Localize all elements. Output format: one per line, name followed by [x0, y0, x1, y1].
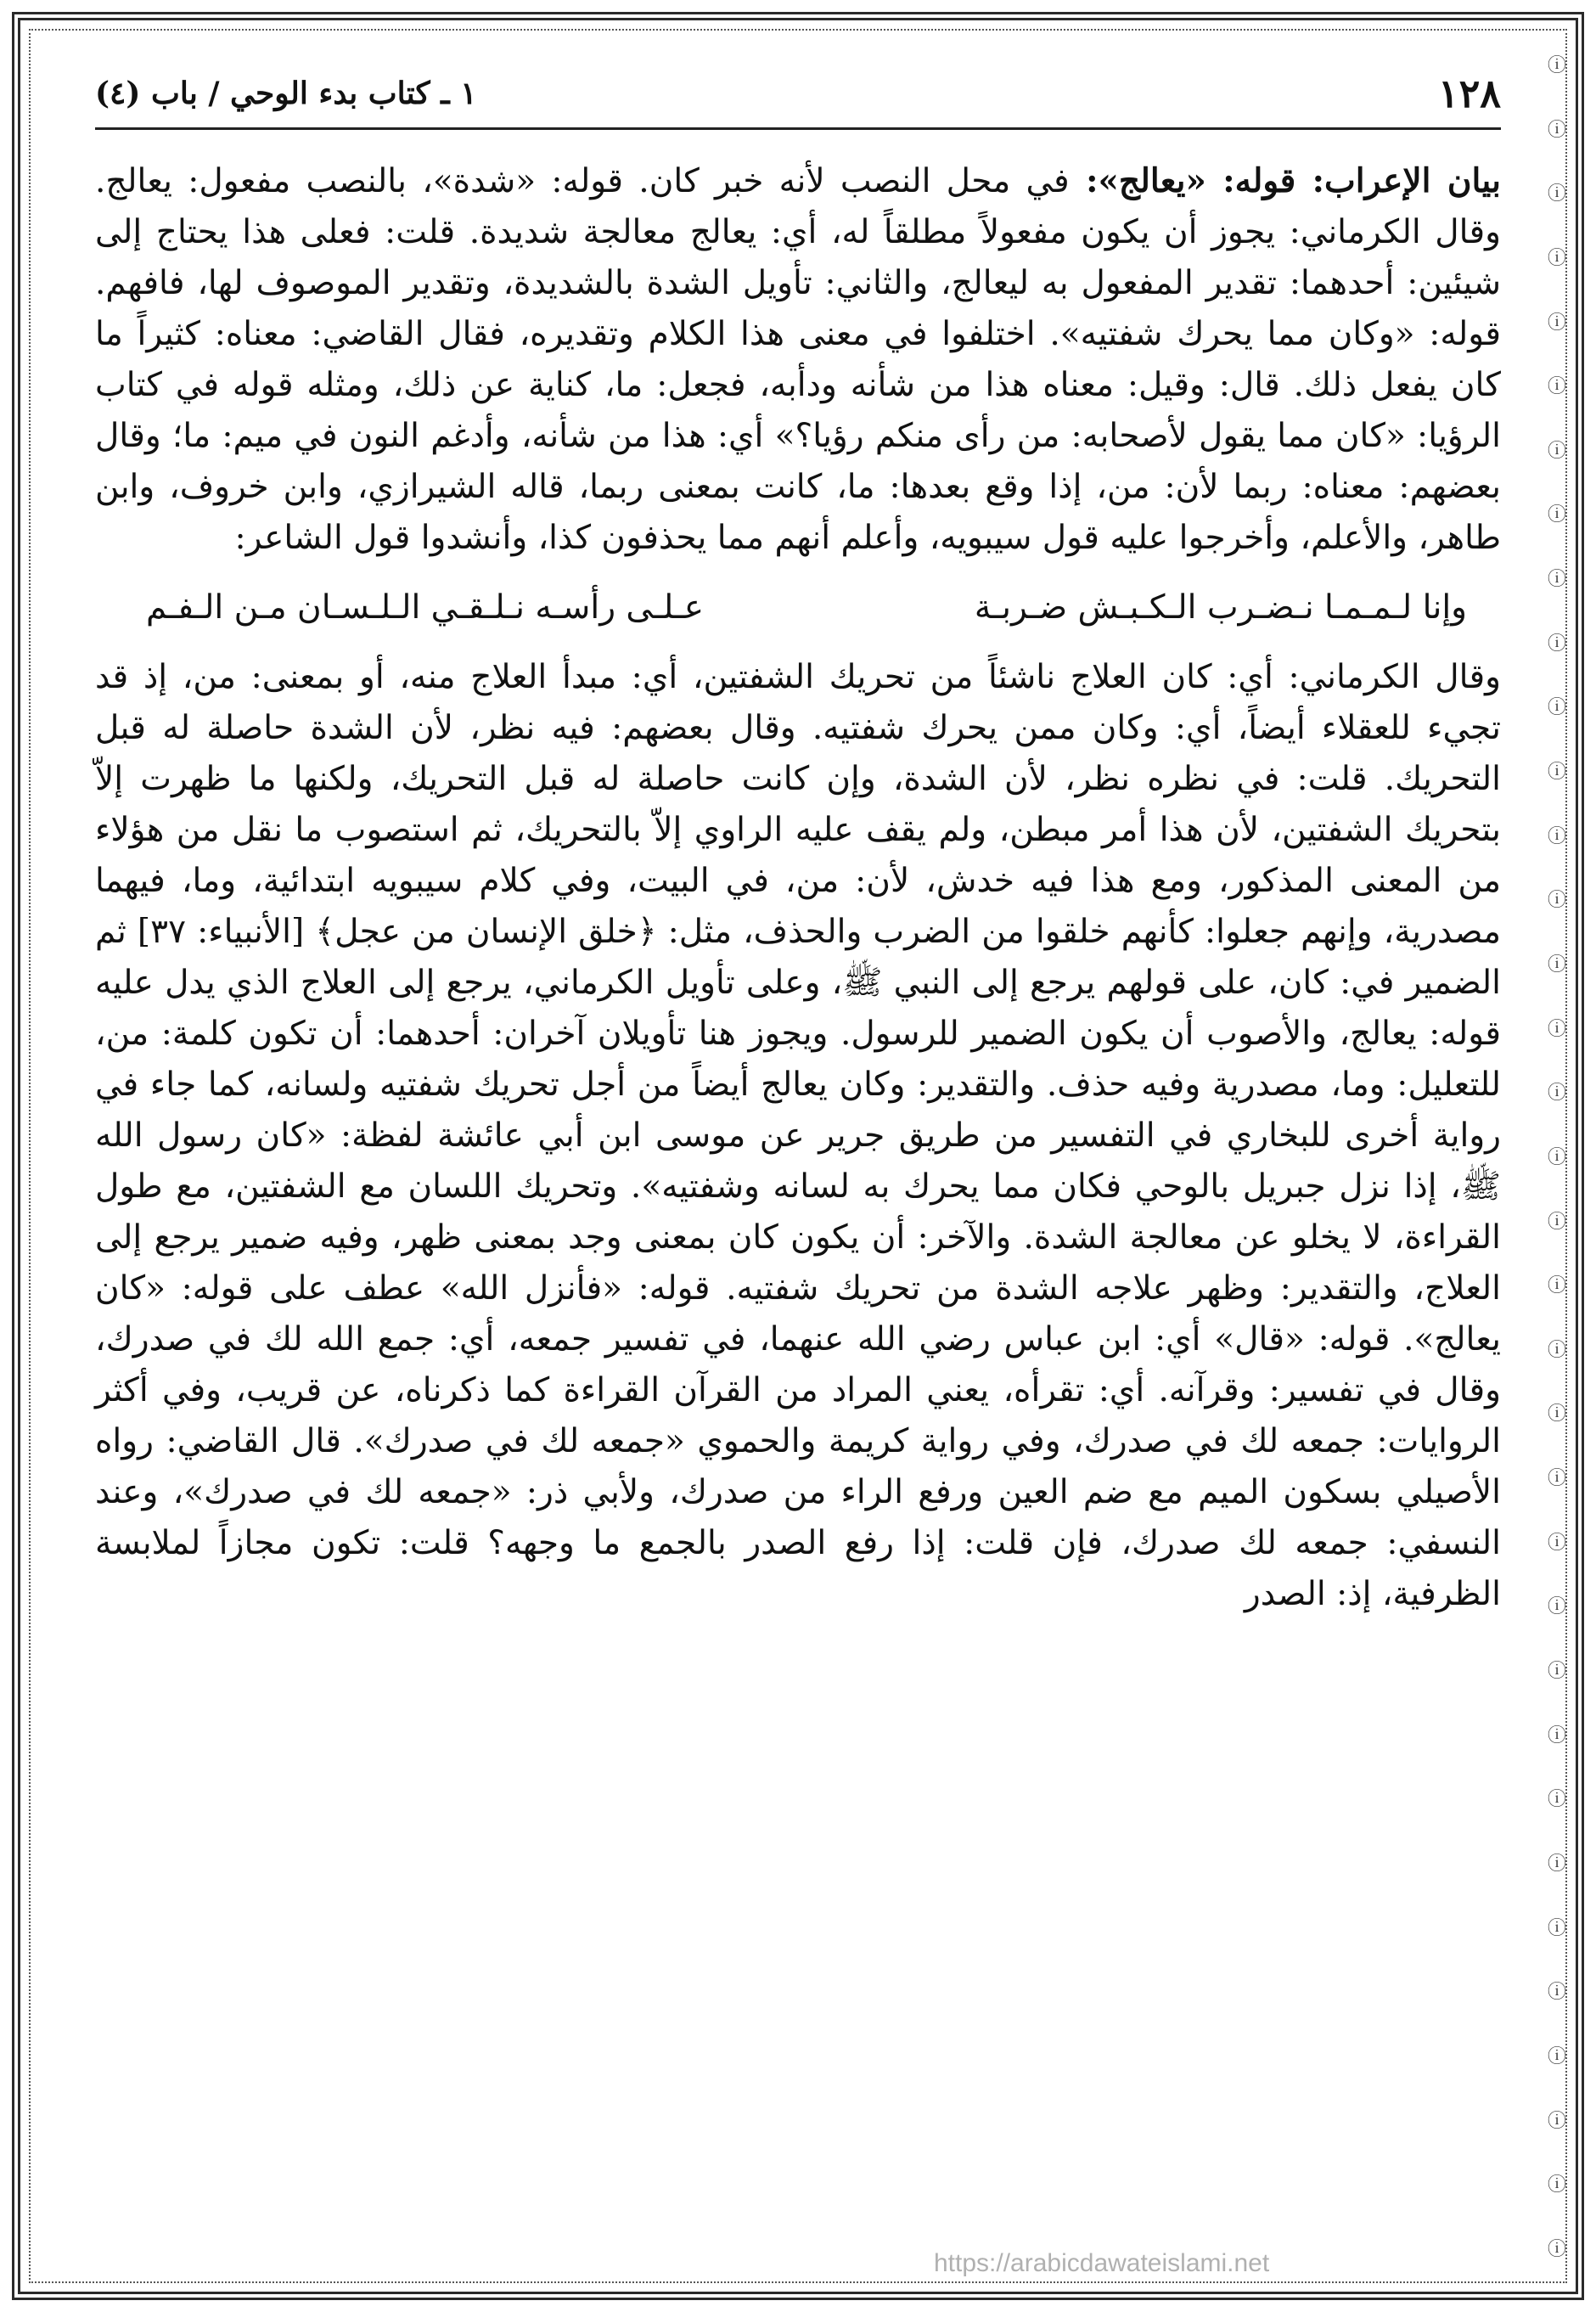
paragraph	[95, 155, 1501, 564]
verse-first-half: وإنا لـمـمـا نـضـرب الـكـبـش ضـربـة	[974, 588, 1467, 627]
page-number: ١٢٨	[1437, 70, 1501, 116]
page-header	[95, 59, 1501, 130]
body-text	[95, 155, 1501, 564]
border-ornament-right: ⓘ ⓘ ⓘ ⓘ ⓘ ⓘ ⓘ ⓘ ⓘ ⓘ ⓘ ⓘ ⓘ ⓘ ⓘ ⓘ ⓘ ⓘ ⓘ ⓘ ⓘ ⓘ ⓘ ⓘ ⓘ ⓘ ⓘ ⓘ ⓘ ⓘ ⓘ ⓘ ⓘ ⓘ ⓘ	[1548, 55, 1567, 2260]
body-text-continued	[95, 652, 1501, 1620]
watermark-url: https://arabicdawateislami.net	[934, 2249, 1270, 2277]
section-lead: بيان الإعراب: قوله: «يعالج»:	[1069, 161, 1501, 200]
verse-second-half: عـلـى رأسـه نـلـقـي الـلـسـان مـن الـفـم	[146, 588, 704, 627]
page-content	[95, 59, 1501, 2244]
poetry-verse	[146, 582, 1467, 633]
paragraph: وقال الكرماني: أي: كان العلاج ناشئاً من تحريك الشفتين، أي: مبدأ العلاج منه، أو بمعنى: من، إذ قد تجيء للعقلاء أيضاً، أي: وكان ممن يحرك شفتيه. وقال بعضهم: فيه نظر، لأن الشدة حاصلة له قبل التحريك. قلت: في نظره نظر، لأن الشدة، وإن كانت حاصلة له قبل التحريك، ولكنها ما ظهرت إلاّ بتحريك الشفتين، لأن هذا أمر مبطن، ولم يقف عليه الراوي إلاّ بالتحريك، ثم استصوب ما نقل من هؤلاء من المعنى المذكور، ومع هذا فيه خدش، لأن: من، في البيت، وفي كلام سيبويه ابتدائية، وما، فيهما مصدرية، وإنهم جعلوا: كأنهم خلقوا من الضرب والحذف، مثل: ﴿خلق الإنسان من عجل﴾ [الأنبياء: ٣٧] ثم الضمير في: كان، على قولهم يرجع إلى النبي ﷺ، وعلى تأويل الكرماني، يرجع إلى العلاج الذي يدل عليه قوله: يعالج، والأصوب أن يكون الضمير للرسول. ويجوز هنا تأويلان آخران: أحدهما: أن تكون كلمة: من، للتعليل: وما، مصدرية وفيه حذف. والتقدير: وكان يعالج أيضاً من أجل تحريك شفتيه ولسانه، كما جاء في رواية أخرى للبخاري في التفسير من طريق جرير عن موسى ابن أبي عائشة لفظة: «كان رسول الله ﷺ، إذا نزل جبريل بالوحي فكان مما يحرك به لسانه وشفتيه». وتحريك اللسان مع الشفتين، مع طول القراءة، لا يخلو عن معالجة الشدة. والآخر: أن يكون كان بمعنى وجد بمعنى ظهر، وفيه ضمير يرجع إلى العلاج، والتقدير: وظهر علاجه الشدة من تحريك شفتيه. قوله: «فأنزل الله» عطف على قوله: «كان يعالج». قوله: «قال» أي: ابن عباس رضي الله عنهما، في تفسير جمعه، أي: جمع الله لك في صدرك، وقال في تفسير: وقرآنه. أي: تقرأه، يعني المراد من القرآن القراءة كما ذكرناه، عن قريب، وفي أكثر الروايات: جمعه لك في صدرك، وفي رواية كريمة والحموي «جمعه لك في صدرك». قال القاضي: رواه الأصيلي بسكون الميم مع ضم العين ورفع الراء من صدرك، ولأبي ذر: «جمعه لك في صدرك»، وعند النسفي: جمعه لك صدرك، فإن قلت: إذا رفع الصدر بالجمع ما وجهه؟ قلت: تكون مجازاً لملابسة الظرفية، إذ: الصدر	[95, 658, 1501, 1613]
paragraph-text: في محل النصب لأنه خبر كان. قوله: «شدة»، بالنصب مفعول: يعالج. وقال الكرماني: يجوز أن يكون مفعولاً مطلقاً له، أي: يعالج معالجة شديدة. قلت: فعلى هذا يحتاج إلى شيئين: أحدهما: تقدير المفعول به ليعالج، والثاني: تأويل الشدة بالشديدة، وتقدير الموصوف لها، فافهم. قوله: «وكان مما يحرك شفتيه». اختلفوا في معنى هذا الكلام وتقديره، فقال القاضي: معناه: كثيراً ما كان يفعل ذلك. قال: وقيل: معناه هذا من شأنه ودأبه، فجعل: ما، كناية عن ذلك، ومثله قوله في كتاب الرؤيا: «كان مما يقول لأصحابه: من رأى منكم رؤيا؟» أي: هذا من شأنه، وأدغم النون في ميم: ما؛ وقال بعضهم: معناه: ربما لأن: من، إذا وقع بعدها: ما، كانت بمعنى ربما، قاله الشيرازي، وابن خروف، وابن طاهر، والأعلم، وأخرجوا عليه قول سيبويه، وأعلم أنهم مما يحذفون كذا، وأنشدوا قول الشاعر:	[95, 162, 1501, 557]
running-head: ١ ـ كتاب بدء الوحي / باب (٤)	[95, 76, 477, 111]
